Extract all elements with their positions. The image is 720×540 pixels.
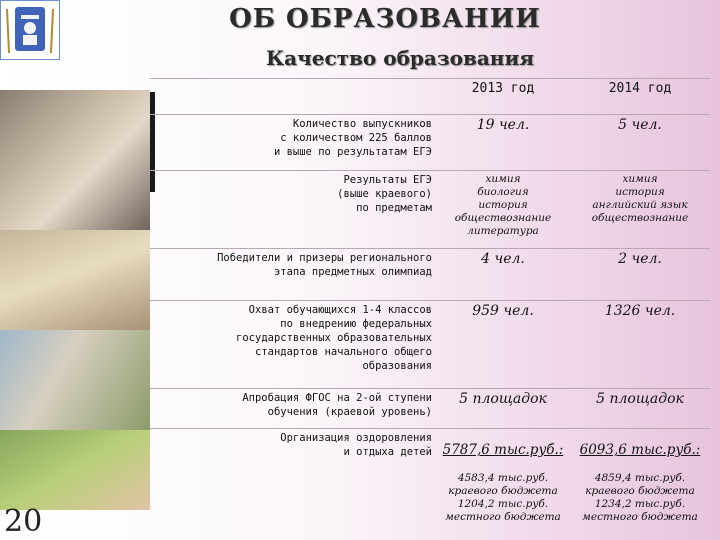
- children-outdoor-photo: [0, 430, 150, 510]
- row-label: Организация оздоровления и отдыха детей: [150, 429, 436, 540]
- value-2013: 19 чел.: [436, 115, 570, 171]
- table-row: [150, 429, 710, 540]
- value-2013: 959 чел.: [436, 301, 570, 389]
- primary-class-photo: [0, 330, 150, 430]
- total-amount-2013: 5787,6 тыс.руб.:: [442, 442, 564, 458]
- coat-of-arms-logo: [0, 0, 60, 60]
- education-quality-table: [150, 78, 710, 540]
- value-2013: 4 чел.: [436, 249, 570, 301]
- value-2014: [570, 429, 710, 540]
- value-2014: 1326 чел.: [570, 301, 710, 389]
- value-2014: химия история английский язык обществознание: [570, 171, 710, 249]
- table-header-row: [150, 79, 710, 115]
- header-2014: 2014 год: [570, 79, 710, 115]
- header-empty-cell: [150, 79, 436, 115]
- row-label: Апробация ФГОС на 2-ой ступени обучения (краевой уровень): [150, 389, 436, 429]
- page-title: ОБ ОБРАЗОВАНИИ: [229, 4, 541, 34]
- value-2013: химия биология история обществознание литература: [436, 171, 570, 249]
- value-2014: 2 чел.: [570, 249, 710, 301]
- row-label: Победители и призеры регионального этапа предметных олимпиад: [150, 249, 436, 301]
- table-row: [150, 301, 710, 389]
- header-2013: 2013 год: [436, 79, 570, 115]
- value-2014: 5 площадок: [570, 389, 710, 429]
- photo-collage: [0, 90, 150, 510]
- students-exam-photo: [0, 90, 150, 230]
- value-2013: [436, 429, 570, 540]
- value-2013: 5 площадок: [436, 389, 570, 429]
- page-number: 20: [4, 504, 43, 539]
- page-subtitle: Качество образования: [265, 46, 535, 70]
- row-label: Охват обучающихся 1-4 классов по внедрению федеральных государственных образовательных стандартов начального общего образования: [150, 301, 436, 389]
- row-label: Результаты ЕГЭ (выше краевого) по предметам: [150, 171, 436, 249]
- value-2014: 5 чел.: [570, 115, 710, 171]
- table-row: [150, 171, 710, 249]
- amount-breakdown-2013: 4583,4 тыс.руб. краевого бюджета 1204,2 тыс.руб. местного бюджета: [445, 472, 561, 523]
- row-label: Количество выпускников с количеством 225 баллов и выше по результатам ЕГЭ: [150, 115, 436, 171]
- table-row: [150, 249, 710, 301]
- amount-breakdown-2014: 4859,4 тыс.руб. краевого бюджета 1234,2 тыс.руб. местного бюджета: [582, 472, 698, 523]
- total-amount-2014: 6093,6 тыс.руб.:: [579, 442, 701, 458]
- table-row: [150, 389, 710, 429]
- classroom-photo: [0, 230, 150, 330]
- table-row: [150, 115, 710, 171]
